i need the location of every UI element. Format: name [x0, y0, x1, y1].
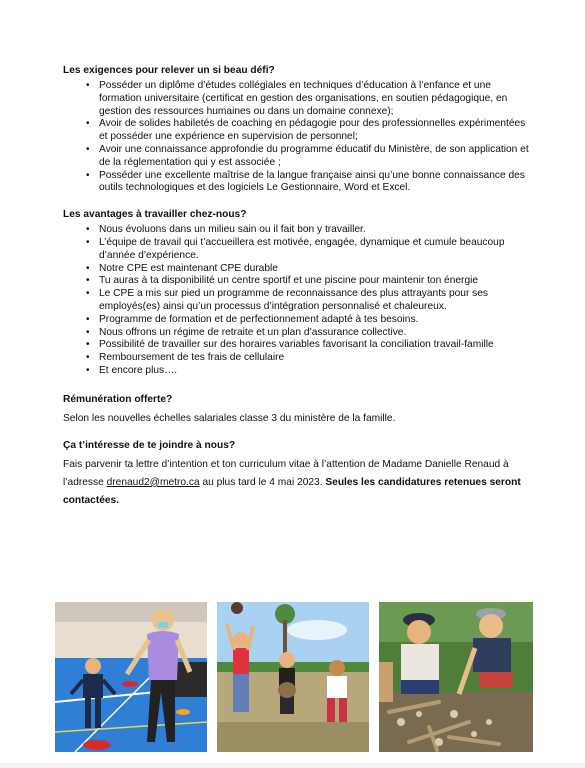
field-photo	[217, 602, 369, 752]
list-item: • Nous offrons un régime de retraite et un plan d’assurance collective.	[99, 327, 533, 340]
requirements-section	[63, 64, 533, 195]
requirements-heading: Les exigences pour relever un si beau défi?	[63, 65, 275, 76]
list-item: • Possibilité de travailler sur des horaires variables favorisant la conciliation travail-famille	[99, 339, 533, 352]
list-item: • Posséder une excellente maîtrise de la langue française ainsi qu’une bonne connaissance des outils technologiques et des logiciels Le Gestionnaire, Word et Excel.	[99, 170, 533, 196]
salary-section	[63, 393, 533, 428]
nature-play-photo	[379, 602, 533, 752]
requirements-list	[63, 80, 533, 195]
page-bottom-edge	[0, 763, 585, 768]
list-item: • Nous évoluons dans un milieu sain ou il fait bon y travailler.	[99, 224, 533, 237]
list-item: • Tu auras à ta disponibilité un centre sportif et une piscine pour maintenir ton énergie	[99, 275, 533, 288]
gym-photo	[55, 602, 207, 752]
list-item: • Avoir une connaissance approfondie du programme éducatif du Ministère, de son application et de la réglementation qui y est associée ;	[99, 144, 533, 170]
email-link[interactable]: drenaud2@metro.ca	[106, 476, 200, 488]
list-item: • Avoir de solides habiletés de coaching en pédagogie pour des professionnelles expérimentées et posséder une expérience en supervision de personnel;	[99, 118, 533, 144]
apply-text	[63, 456, 533, 510]
list-item: • Posséder un diplôme d’études collégiales en techniques d’éducation à l’enfance et une formation universitaire (certificat en gestion des organisations, en soutien pédagogique, en gestion des ressources humaines ou dans un domaine connexe);	[99, 80, 533, 118]
list-item: • L’équipe de travail qui t’accueillera est motivée, engagée, dynamique et cumule beaucoup d’année d’expérience.	[99, 237, 533, 263]
list-item: • Programme de formation et de perfectionnement adapté à tes besoins.	[99, 314, 533, 327]
apply-text-after: au plus tard le 4 mai 2023.	[199, 476, 326, 488]
photo-strip	[55, 602, 533, 752]
list-item: • Et encore plus….	[99, 365, 533, 378]
apply-text-before: Fais parvenir ta lettre d’intention et ton curriculum vitae à l’attention de Madame Danielle Renaud à l’adresse	[63, 458, 509, 488]
list-item: • Le CPE a mis sur pied un programme de reconnaissance des plus attrayants pour ses employés(es) ainsi qu’un processus d’intégration personnalisé et chaleureux.	[99, 288, 533, 314]
salary-text: Selon les nouvelles échelles salariales classe 3 du ministère de la famille.	[63, 412, 396, 424]
salary-heading: Rémunération offerte?	[63, 393, 173, 405]
benefits-heading: Les avantages à travailler chez-nous?	[63, 209, 247, 221]
benefits-list	[63, 224, 533, 378]
apply-heading: Ça t’intéresse de te joindre à nous?	[63, 439, 236, 451]
list-item: • Remboursement de tes frais de cellulaire	[99, 352, 533, 365]
list-item: • Notre CPE est maintenant CPE durable	[99, 263, 533, 276]
apply-note: Seules les candidatures retenues seront contactées.	[63, 476, 521, 506]
apply-section	[63, 439, 533, 510]
benefits-section	[63, 208, 533, 378]
document-content	[63, 64, 533, 510]
